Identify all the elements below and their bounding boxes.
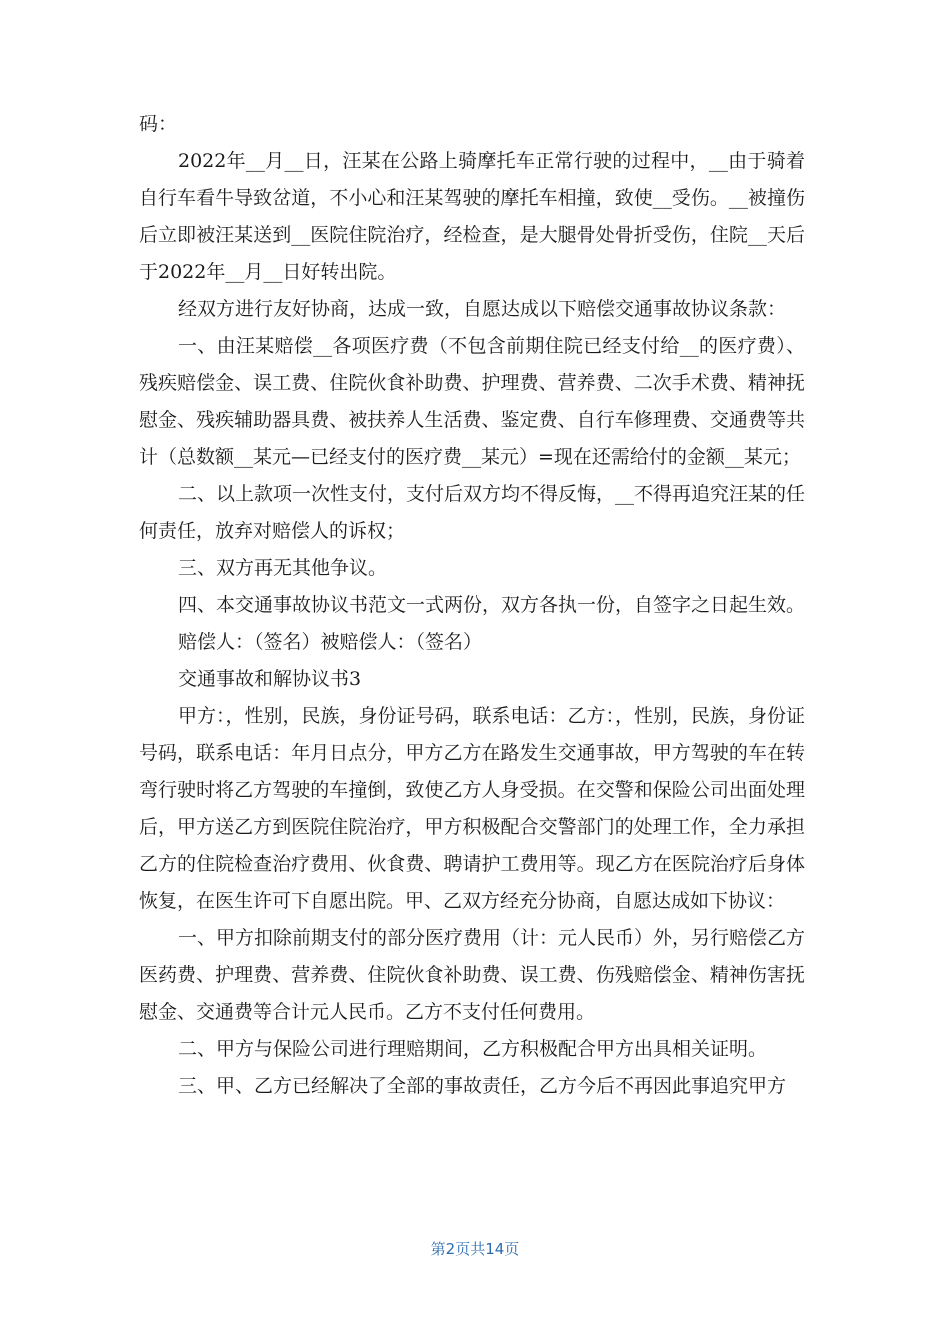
paragraph-6: 四、本交通事故协议书范文一式两份，双方各执一份，自签字之日起生效。 (178, 594, 806, 616)
document-body (139, 106, 805, 1105)
section-title: 交通事故和解协议书3 (178, 668, 362, 690)
paragraph-12: 三、甲、乙方已经解决了全部的事故责任，乙方今后不再因此事追究甲方 (178, 1075, 787, 1097)
paragraph-4: 二、以上款项一次性支付，支付后双方均不得反悔，__不得再追究汪某的任何责任，放弃对赔偿人的诉权； (139, 483, 806, 542)
paragraph-2: 经双方进行友好协商，达成一致，自愿达成以下赔偿交通事故协议条款： (178, 298, 787, 320)
paragraph-0: 码： (139, 113, 178, 135)
signature-line: 赔偿人：（签名）被赔偿人：（签名） (178, 631, 483, 653)
paragraph-1: 2022年__月__日，汪某在公路上骑摩托车正常行驶的过程中，__由于骑着自行车看牛导致岔道，不小心和汪某驾驶的摩托车相撞，致使__受伤。__被撞伤后立即被汪某送到__医院住院治疗，经检查，是大腿骨处骨折受伤，住院__天后于2022年__月__日好转出院。 (139, 150, 805, 283)
paragraph-9: 甲方：，性别，民族，身份证号码，联系电话：乙方：，性别，民族，身份证号码，联系电话：年月日点分，甲方乙方在路发生交通事故，甲方驾驶的车在转弯行驶时将乙方驾驶的车撞倒，致使乙方人身受损。在交警和保险公司出面处理后，甲方送乙方到医院住院治疗，甲方积极配合交警部门的处理工作，全力承担乙方的住院检查治疗费用、伙食费、聘请护工费用等。现乙方在医院治疗后身体恢复，在医生许可下自愿出院。甲、乙双方经充分协商，自愿达成如下协议： (139, 705, 806, 912)
page-number: 第2页共14页 (430, 1240, 520, 1258)
paragraph-3: 一、由汪某赔偿__各项医疗费（不包含前期住院已经支付给__的医疗费）、残疾赔偿金、误工费、住院伙食补助费、护理费、营养费、二次手术费、精神抚慰金、残疾辅助器具费、被扶养人生活费、鉴定费、自行车修理费、交通费等共计（总数额__某元—已经支付的医疗费__某元）=现在还需给付的金额__某元； (139, 335, 805, 468)
paragraph-10: 一、甲方扣除前期支付的部分医疗费用（计：元人民币）外，另行赔偿乙方医药费、护理费、营养费、住院伙食补助费、误工费、伤残赔偿金、精神伤害抚慰金、交通费等合计元人民币。乙方不支付任何费用。 (139, 927, 806, 1023)
paragraph-11: 二、甲方与保险公司进行理赔期间，乙方积极配合甲方出具相关证明。 (178, 1038, 768, 1060)
paragraph-5: 三、双方再无其他争议。 (178, 557, 388, 579)
